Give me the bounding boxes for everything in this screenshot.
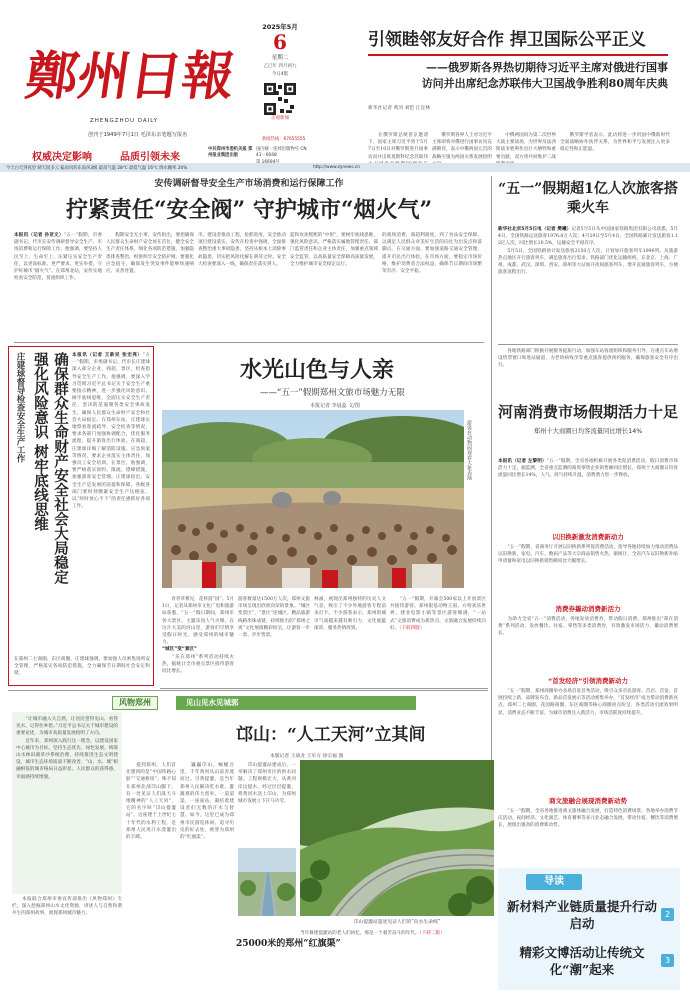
feature-text-2: 巍巍邙山，蜿蜒百里，千年黄河从山前奔流而过。引黄提灌，是当年郑州人民解决吃水难、灌溉难的伟大创举。一道道渠，一座座站，凝结着建设者们无数的汗水与智慧。如今，这里已成为郑州市民游览休闲、追寻历史的好去处，被誉为郑州的“红旗渠”。 (180, 763, 234, 841)
security-text-1: 本报讯（记者 孙亚文）“五一”假期，市委副书记、代市长安传调研督导安全生产、市场消费和运行保障工作。他强调，要坚持人民至上、生命至上，压紧压实安全生产责任，以更高标准、更严要求、更实举措，守护好城市“烟火气”。在郑州北站，安传实地检查安全防范、客流组织工作。 (14, 233, 102, 282)
divider (160, 688, 488, 689)
tourism-title: 水光山色与人亲 (240, 357, 395, 383)
feature-text-4: 当年修建提灌站的老人们回忆，那是一个艰苦奋斗的年代。（下转二版） (300, 931, 445, 936)
rail-title: “五一”假期超1亿人次旅客搭乘火车 (498, 181, 678, 216)
divider (8, 690, 488, 691)
preview-item-2[interactable] (506, 944, 674, 984)
security-text-3: 市。建设者推动工程，抢抓进度，安全推动项目建设落实，安传在检查中强调，全面排查整治重大事故隐患，坚持从根本上消除事故隐患，切实把风险化解在萌芽之时。安全大检查要深入一线，确保责任落实到人。 (198, 233, 286, 267)
rail-byline: 新华社北京5月5日电（记者 樊曦） (498, 227, 572, 232)
hotline: 新闻热线：67655555 (262, 137, 306, 142)
top-story-text-2: 俄罗斯各界人士对习近平主席即将对俄进行国事访问充满期待，表示中俄两国元首的战略引领为两国关系发展指明 (432, 133, 492, 160)
tourism-text-4: “五一”假期，开幕会500家以上开放景区共接待游客。郑州银基动物王国、方特欢乐世界、建业电影小镇等景区游客爆满，“一站式”文旅消费成为新热点，文旅融合发展持续向好。（下转四版） (390, 597, 486, 631)
commentary-title-1: 确保群众生命财产安全社会大局稳定 (52, 352, 69, 584)
top-subtitle-1: ——俄罗斯各界热切期待习近平主席对俄进行国事 (426, 61, 668, 74)
website[interactable]: http://www.zynews.cn (312, 165, 360, 170)
top-byline: 新华社记者 黄河 刘恺 江宜林 (368, 106, 431, 111)
divider (14, 342, 484, 343)
feature-photo (300, 760, 494, 916)
top-story-text-1: 在俄罗斯总统普京邀请下，国家主席习近平将于5月7日至10日对俄罗斯进行国事访问并出席莫斯科纪念苏联伟 (368, 133, 428, 160)
newspaper-logo: 鄭州日報 (21, 46, 239, 107)
feature-side-text: “让城市融入大自然，让居民望得见山、看得见水、记得住乡愁。”习近平总书记关于城市建设的重要论述，为城市高质量发展指明了方向。 近年来，郑州深入践行这一理念，以建设国家中心城市为目标，坚持生态优先、绿色发展，统筹山水林田湖草沙系统治理，持续推进生态文明建设，城市生态环境质量不断改善，“山、水、城”相融相依的城市格局日益彰显，人民群众的获得感、幸福感持续增强。 (16, 717, 118, 780)
weather-bar (0, 163, 690, 172)
date-weekday: 星期二 (271, 55, 289, 61)
consumption-title: 河南消费市场假期活力十足 (498, 403, 679, 421)
crowd-scene-image (162, 410, 464, 588)
security-text-4: 蓝和欢欢熙熙的“中原”，要树牢底线思维，强化风险意识，严格落实属地管理责任、部门监管责任和企业主体责任，加强重点领域安全监管，以高质量安全保障高质量发展，全力维护城市安全稳定运行。 (290, 233, 378, 267)
security-text-5: 的商场消费，商超利润度，到了食品安全保障、以满足人民群众对美好生活的向往为出发点和落脚点。在交通方面，要加强道路交通安全管理，提升市民出行体验。在市场方面，要稳定市场价格，维护消费者合法权益，确保节日期间市场繁荣有序、安全平稳。 (382, 233, 482, 275)
commentary-title-2: 强化风险意识 树牢底线思维 (32, 352, 49, 532)
top-headline: 引领睦邻友好合作 捍卫国际公平正义 (368, 30, 646, 50)
feature-banner (112, 696, 432, 712)
commentary-text-1: 本报讯（记者 王新吴 张宏亮）“五一”假期，市委副书记、代市长庄建球深入部分企业、商超、景区，检查指导安全生产工作。他强调，要深入学习贯彻习近平总书记关于安全生产重要指示精神，进一步强化风险意识、树牢底线思维，全面压实安全生产责任，坚决防范遏制各类安全事故发生，确保人民群众生命财产安全和社会大局稳定。在郑州东站，庄建球实地察看客流疏导、安全检查等情况，要求各部门加强协调配合，优化服务流程，提升旅客出行体验。在商超，庄建球详细了解消防设施、应急预案等情况，要求企业落实主体责任，加强员工安全培训。在景区，他强调，要严格落实预约、限流、错峰措施，加强游客安全管理。庄建球指出，安全生产是发展的前提和保障，各级各部门要时刻绷紧安全生产这根弦，以“时时放心不下”的责任感抓好各项工作。 (72, 353, 150, 510)
date-year-month: 2025年5月 (262, 23, 298, 31)
preview-item-2-page: 3 (661, 954, 674, 967)
consumption-text-1: 本报讯（记者 左黎明）“五一”假期，全省各地积极开展各类促消费活动，假日消费市场活力十足。据监测，全省重点监测的商贸零售企业销售额同比增长，郑州十大商圈日均客流量同比增长14%，人气、商气持续升温，消费潜力进一步释放。 (498, 459, 678, 479)
security-headline: 拧紧责任“安全阀” 守护城市“烟火气” (65, 197, 433, 223)
top-story-text-3: 中俄两国同为第二次世界大战主要战场，为世界反法西斯战争胜利作出巨大牺牲和重要贡献，双方将共同维护二战 (496, 133, 556, 160)
tourism-text-1: 青青草雾见，花样游“园”。5月1日，记者从郑州市文化广电和旅游局获悉，“五一”假日期间，郑州市各大景区、主题乐园人气火爆。在这片大美的河山里，游客们尽情享受假日时光，感受郑州的城市魅力。 “城区”变“景区” “乐在郑州”系列活动持续火热，据统计全市重点景区接待游客同比增长。 (162, 597, 234, 675)
english-name: ZHENGZHOU DAILY (90, 118, 158, 124)
tourism-subtitle: ——“五一”假期郑州文旅市场魅力无限 (260, 388, 405, 398)
preview-label: 导读 (526, 874, 582, 890)
top-story (368, 28, 668, 128)
feature-side-text-2: 本报联合郑州市委宣传部推出《风物郑州》专栏，深入挖掘郑州山水文化资源，讲述人与自然和谐共生的郑州故事，展现郑州城市魅力。 (12, 897, 122, 917)
security-byline: 本报讯（记者 孙亚文） (14, 233, 64, 238)
consumption-subhead-2: 消费券撬动消费新活力 (555, 605, 621, 613)
tourism-text-3: 林画，展现出郑州独特的历史人文气息，吸引了不少外地游客专程前来打卡。不少游客表示，郑州的城市气质越来越有吸引力，文化底蕴深厚，服务热情周到。 (314, 597, 386, 631)
date-lunar: 乙巳年 四月初九 (263, 64, 297, 69)
commentary-title-3: 庄建球督导检查安全生产工作 (15, 352, 25, 463)
weather-text: 今天白天到夜里 晴天间多云 偏南风转东南风3级 最高气温 28℃ 最低气温 16℃ 降水概率 20% (6, 166, 188, 171)
feature-small-photo (238, 848, 296, 916)
preview-item-1[interactable] (506, 898, 674, 938)
rail-text: 新华社北京5月5日电（记者 樊曦）记者5月5日从中国国家铁路集团有限公司获悉，5月4日，全国铁路运送旅客1976.8万人次；4月29日至5月4日，全国铁路累计发送旅客1.12亿人次，同比增长10.5%，运输安全平稳有序。 5月5日，全国铁路预计发送旅客2150万人次，计划加开旅客列车1996列。从旅游热点地区开行旅客列车，满足旅客出行需求。铁路部门优化运输组织，在北京、上海、广州、成都、武汉、深圳、西安、郑州等大站加开夜间旅客列车，增开直通旅客列车，方便旅客返程出行。 (498, 227, 678, 276)
consumption-byline: 本报讯（记者 左黎明） (498, 459, 547, 464)
consumption-text-2: “五一”假期，省商务厅开展以旧换新系列促消费活动，指导各地持续加力推动消费品以旧换新，家电、汽车、数码产品等大宗商品销售火热。据统计，全省汽车以旧换新补贴申请量和家电以旧换新销售额同比大幅增长。 (498, 545, 678, 565)
date-box (258, 22, 302, 132)
feature-title: 邙山：“人工天河”立其间 (236, 725, 426, 745)
consumption-subhead-3: “首发经济”引领消费新动力 (547, 677, 629, 685)
feature-byline: 本版记者 王战龙 王军方 徐宗福 图 (270, 754, 344, 759)
consumption-subtitle: 郑州十大商圈日均客流量同比增长14% (533, 428, 643, 435)
feature-continued: （下转二版） (419, 931, 445, 936)
publisher-info: 中共郑州市委机关报 郑州报业集团出版 (208, 147, 253, 158)
preview-item-1-text: 新材料产业链质量提升行动启动 (506, 899, 657, 931)
tourism-byline: 本报记者 李晨蕊 文/图 (310, 403, 360, 409)
feature-text-3: 邙山提灌站建成后，一举解决了郑州市区的供水问题。工程规模宏大，从黄河岸边提水，经过层层提灌，将黄河水送上邙山，为郑州城市发展立下汗马功劳。 (238, 763, 296, 805)
top-story-text-4: 俄罗斯学者表示，此访将进一步巩固中俄新时代全面战略协作伙伴关系，为世界和平与发展注入更多稳定性和正能量。 (560, 133, 670, 153)
consumption-text-5: “五一”假期，全省各地推进商文旅体融合发展，打造特色消费场景。各地举办消费节庆活动，夜间经济、文化演艺、体育赛事等多元业态融合发展，带动住宿、餐饮等消费增长，展现出强劲的消费新动势。 (498, 809, 678, 829)
commentary-text-2: 在郑州二七商圈、东区商圈，庄建球强调，要加强人员密集场所安全管理，严格落实各项防范措施，全力确保节日期间社会安定和谐。 (14, 657, 150, 677)
issn-info: 国内统一连续出版物号 CN 41－0048 (256, 147, 307, 158)
canal-image (238, 848, 296, 916)
preview-item-2-text: 精彩文博活动让传统文化“潮”起来 (519, 945, 645, 977)
founded-line: 创刊于1949年7月1日 毛泽东亲笔题写报名 (88, 132, 188, 138)
tourism-photo (162, 410, 464, 588)
tourism-photo-caption: 游客在动物园观看大象表演 (466, 420, 472, 480)
tourism-continued: （下转四版） (399, 625, 425, 631)
consumption-subhead-1: 以旧换新激发消费新动力 (552, 533, 624, 541)
security-text-2: 假期安全无小事。安传指出，要把确保人民群众生命财产安全放在首位，健全安全生产责任体系，细化各项防范措施，加强隐患排查整治，织密织牢安全防护网。要强化应急值守，确保发生突发事件能够快速响应、妥善处置。 (106, 233, 194, 275)
qr-code-icon (264, 83, 296, 115)
feature-section-tag: 见山见水见城郭 (176, 696, 416, 710)
tourism-text-2: 游客数量达1500万人次，郑州文旅市场呈现出欣欣向荣的景象。“城区变景区”，“景区”连城区。精品旅游线路串珠成链，持续推出的“郑州之夜”文化展演精彩纷呈，让游客一步一景、步步皆景。 (238, 597, 310, 639)
security-kicker: 安传调研督导安全生产市场消费和运行保障工作 (154, 179, 344, 189)
feature-photo-caption: 邙山提灌站遗迹见证人们的“向水生命线” (353, 920, 441, 925)
date-day: 6 (273, 30, 287, 54)
consumption-text-3: 为助力全省“五一”消费活动，各地发放消费券，带动假日消费。郑州推出“郑在消费”系列活动，发放餐饮、住宿、零售等多类消费券，有效激发市场活力，撬动消费增长。 (498, 617, 678, 637)
qr-caption: 正观新闻 (271, 116, 289, 121)
top-subtitle-2: 访问并出席纪念苏联伟大卫国战争胜利80周年庆典 (421, 77, 668, 90)
aqueduct-image (300, 760, 494, 916)
rail-text-2: 各地铁路部门积极开展服务提质行动，加强车站客流组织和服务引导，在重点车站增设售票窗口和进站通道，为老幼病残孕等重点旅客提供预约服务，确保旅客安全有序出行。 (498, 349, 678, 369)
page-count: 今日4版 (271, 72, 289, 77)
feature-side-caption: 25000米的郑州“红旗渠” (236, 939, 341, 949)
consumption-subhead-4: 商文旅融合展现消费新动势 (549, 797, 627, 805)
slogan-right: 品质引领未来 (120, 152, 180, 163)
feature-section-label: 风物郑州 (112, 696, 158, 710)
divider (498, 344, 678, 345)
feature-text-1: 提到郑州，人们首先想到的是“中国铁路心脏”“交通枢纽”。殊不知在郑州北部邙山脚下，有一处见证人们战天斗地精神的“人工天河”，它的名字叫“邙山提灌站”。这座建于上世纪七十年代的水利工程，是郑州人民用汗水浇灌出的丰碑。 (126, 763, 176, 841)
top-story-rule (368, 54, 668, 56)
masthead (0, 0, 690, 172)
preview-item-1-page: 2 (661, 908, 674, 921)
commentary-byline: 本报讯（记者 王新吴 张宏亮） (72, 353, 143, 358)
consumption-text-4: “五一”假期，郑州商圈举办多场首发首秀活动，吸引众多市民游客。首店、首发、首展持续上新，品牌发布会、新品首发展示等活动密集举办，“首发经济”成为带动消费新亮点。郑州二七商圈、花园路商圈、东区商圈等核心商圈亮点纷呈，各类活动引流效果明显，消费业态不断丰富，为城市消费注入新活力，市场活跃度持续提升。 (498, 689, 678, 716)
slogan-left: 权威决定影响 (32, 152, 92, 163)
